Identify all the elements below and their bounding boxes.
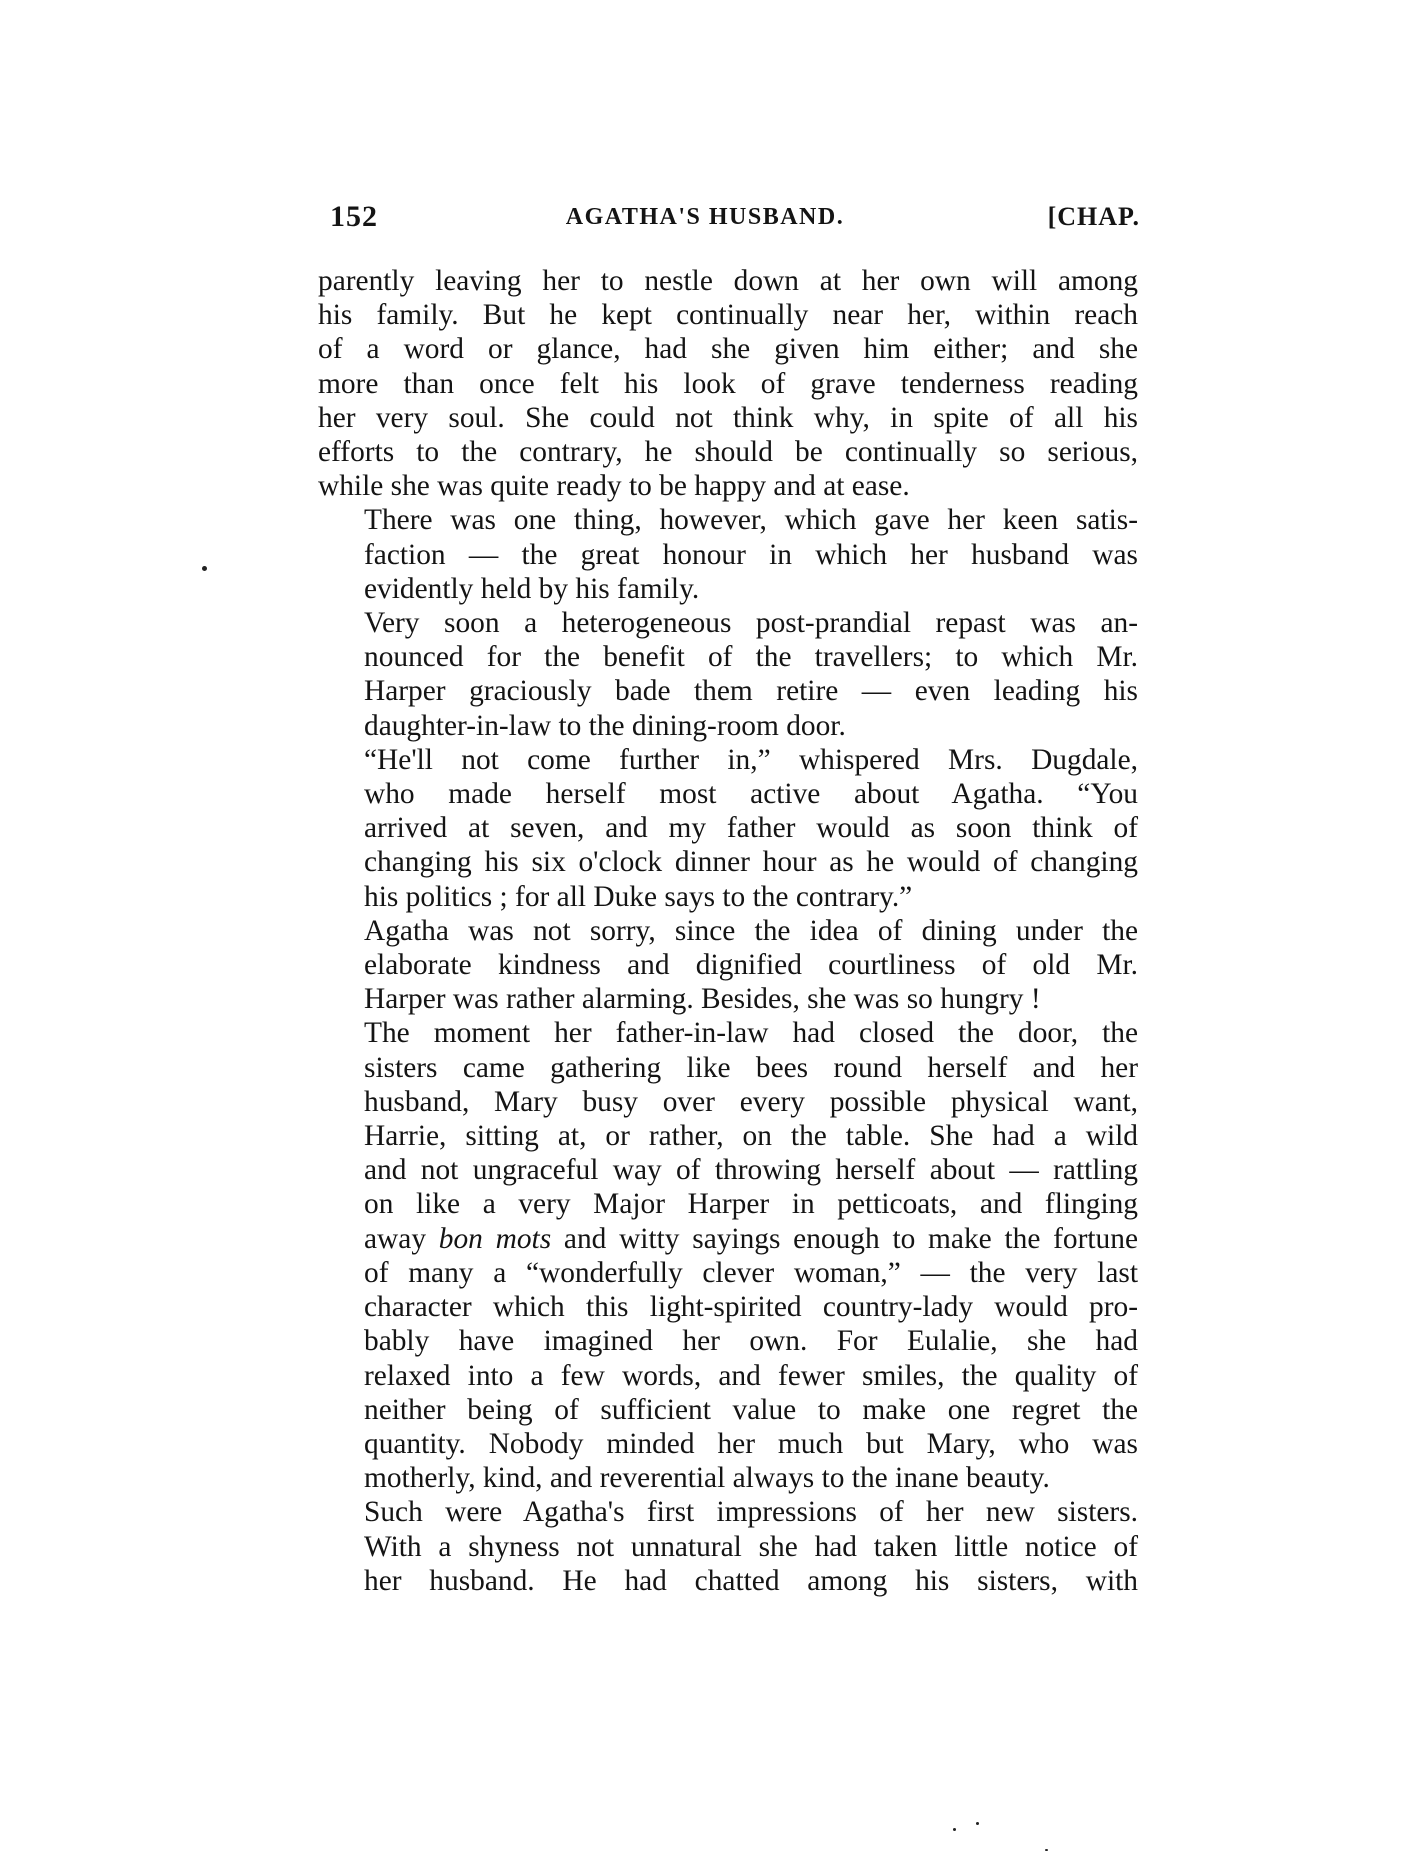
- paragraph: [318, 1016, 1138, 1495]
- text-line: Harrie, sitting at, or rather, on the table. She had a wild: [364, 1120, 1138, 1153]
- text-line: sisters came gathering like bees round herself and her: [364, 1051, 1138, 1084]
- text-line: her husband. He had chatted among his sisters, with: [364, 1564, 1138, 1597]
- text-line: arrived at seven, and my father would as soon think of: [364, 812, 1138, 845]
- text-line: her very soul. She could not think why, in spite of all his: [318, 401, 1138, 434]
- text-line: his politics ; for all Duke says to the contrary.”: [364, 880, 913, 913]
- text-line: The moment her father-in-law had closed the door, the: [364, 1017, 1138, 1050]
- text-line: on like a very Major Harper in petticoats, and flinging: [364, 1188, 1138, 1221]
- text-line: Harper was rather alarming. Besides, she was so hungry !: [364, 983, 1041, 1016]
- paragraph: [318, 1495, 1138, 1598]
- text-line: With a shyness not unnatural she had taken little notice of: [364, 1530, 1138, 1563]
- text-line: character which this light-spirited country-lady would pro-: [364, 1291, 1138, 1324]
- text-line: husband, Mary busy over every possible physical want,: [364, 1085, 1138, 1118]
- paragraph: [318, 743, 1138, 914]
- scan-speck: [976, 1822, 979, 1825]
- chapter-mark: [CHAP.: [1047, 202, 1140, 231]
- text-line: There was one thing, however, which gave her keen satis-: [364, 504, 1138, 537]
- text-line: neither being of sufficient value to make one regret the: [364, 1393, 1138, 1426]
- body-text: [318, 264, 1138, 1598]
- paragraph: [318, 503, 1138, 606]
- text-line: Harper graciously bade them retire — even leading his: [364, 675, 1138, 708]
- text-line: and not ungraceful way of throwing herself about — rattling: [364, 1154, 1138, 1187]
- paragraph: [318, 606, 1138, 743]
- text-line: Very soon a heterogeneous post-prandial repast was an-: [364, 607, 1138, 640]
- text-line: bably have imagined her own. For Eulalie, she had: [364, 1325, 1138, 1358]
- text-line: Such were Agatha's first impressions of her new sisters.: [364, 1496, 1138, 1529]
- text-line: while she was quite ready to be happy and at ease.: [318, 470, 910, 503]
- text-line: nounced for the benefit of the travellers; to which Mr.: [364, 641, 1138, 674]
- text-line: of a word or glance, had she given him either; and she: [318, 333, 1138, 366]
- text-line: more than once felt his look of grave tenderness reading: [318, 367, 1138, 400]
- text-line: away bon mots and witty sayings enough to make the fortune: [364, 1222, 1138, 1255]
- text-line: relaxed into a few words, and fewer smiles, the quality of: [364, 1359, 1138, 1392]
- text-line: changing his six o'clock dinner hour as he would of changing: [364, 846, 1138, 879]
- text-line: quantity. Nobody minded her much but Mary, who was: [364, 1427, 1138, 1460]
- paragraph: [318, 264, 1138, 503]
- text-line: of many a “wonderfully clever woman,” — the very last: [364, 1256, 1138, 1289]
- page-header: [330, 200, 1140, 240]
- text-line: who made herself most active about Agatha. “You: [364, 778, 1138, 811]
- scan-speck: [202, 566, 207, 571]
- text-line: “He'll not come further in,” whispered Mrs. Dugdale,: [364, 743, 1138, 776]
- text-line: his family. But he kept continually near her, within reach: [318, 299, 1138, 332]
- text-line: evidently held by his family.: [364, 572, 700, 605]
- italic-phrase: bon mots: [438, 1222, 552, 1255]
- paragraph: [318, 914, 1138, 1017]
- text-line: motherly, kind, and reverential always to the inane beauty.: [364, 1462, 1050, 1495]
- text-line: efforts to the contrary, he should be continually so serious,: [318, 436, 1138, 469]
- text-line: parently leaving her to nestle down at her own will among: [318, 265, 1138, 297]
- text-line: daughter-in-law to the dining-room door.: [364, 709, 846, 742]
- scan-speck: [953, 1828, 956, 1831]
- text-line: elaborate kindness and dignified courtliness of old Mr.: [364, 949, 1138, 982]
- running-title: AGATHA'S HUSBAND.: [565, 204, 845, 230]
- text-line: faction — the great honour in which her husband was: [364, 538, 1138, 571]
- text-line: Agatha was not sorry, since the idea of dining under the: [364, 914, 1138, 947]
- page-number: 152: [330, 200, 378, 233]
